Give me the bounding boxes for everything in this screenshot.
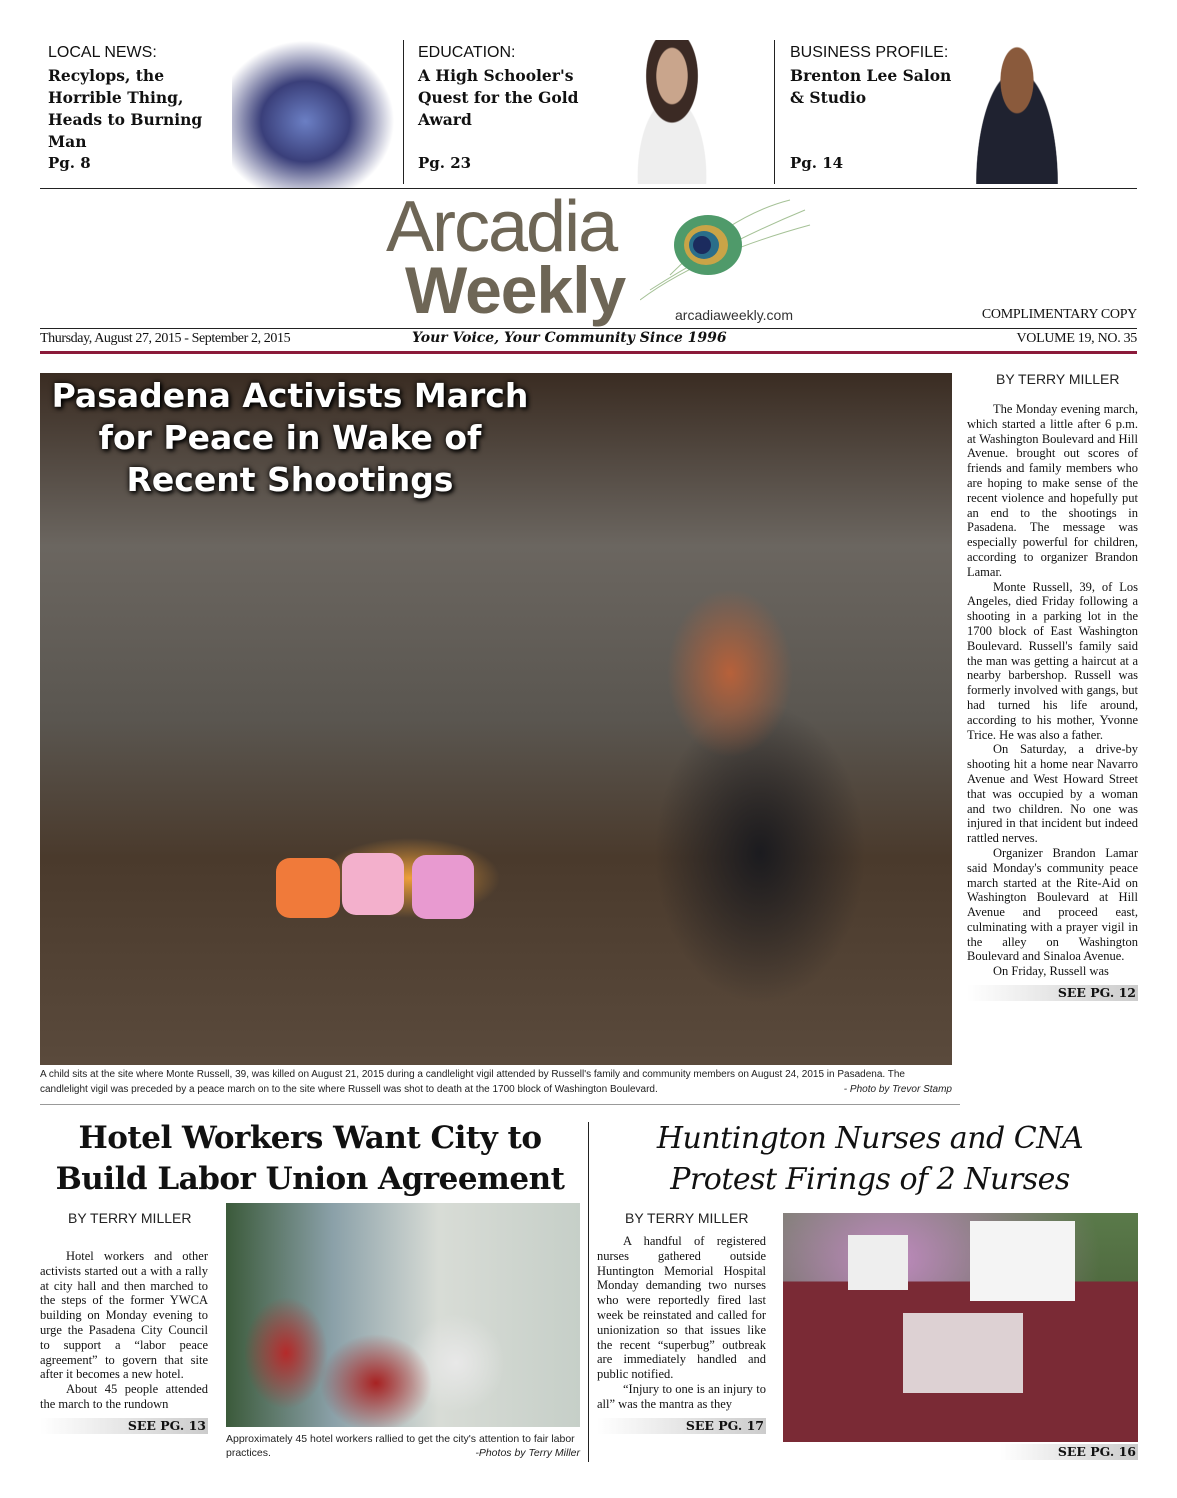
huntington-nurses-headline[interactable]: Huntington Nurses and CNA Protest Firings of 2 Nurses [656,1121,1084,1197]
teaser-page: Pg. 14 [790,154,844,172]
lead-story-column [967,402,1138,1001]
complimentary-copy: COMPLIMENTARY COPY [981,307,1137,322]
tagline: Your Voice, Your Community Since 1996 [412,330,727,346]
divider [403,40,404,184]
teaser-title: Recylops, the Horrible Thing, Heads to Burning Man [48,66,203,151]
logo-weekly: Weekly [405,253,626,327]
divider [40,328,1137,329]
paragraph: On Saturday, a drive-by shooting hit a home near Navarro Avenue and West Howard Street that was occupied by a woman and two children. No one was injured in that incident but indeed rattled nerves. [967,742,1138,846]
photo-credit: - Photo by Trevor Stamp [843,1084,952,1095]
teaser-page: Pg. 23 [418,154,472,172]
story3-byline: BY TERRY MILLER [625,1210,749,1226]
hotel-workers-photo [226,1203,580,1427]
teaser-label: LOCAL NEWS: [48,44,157,61]
peacock-feather-icon [640,195,815,305]
protest-sign [848,1235,908,1290]
story2-byline: BY TERRY MILLER [68,1210,192,1226]
recylops-photo [232,40,395,188]
see-page-link[interactable]: SEE PG. 12 [967,985,1138,1001]
paragraph: “Injury to one is an injury to all” was the mantra as they [597,1381,766,1411]
lead-story-body [967,402,1138,979]
student-photo [612,40,732,184]
story2-body [40,1249,208,1412]
candle-icon [342,853,404,915]
caption-text: Approximately 45 hotel workers rallied to get the city's attention to fair labor practices. [226,1433,575,1459]
logo-arcadia: Arcadia [386,187,617,267]
teaser-business-profile[interactable] [790,44,960,172]
divider [40,1104,960,1105]
accent-rule [40,351,1137,354]
paragraph: On Friday, Russell was [993,964,1109,979]
see-page-link[interactable]: SEE PG. 16 [1000,1444,1138,1460]
lead-byline: BY TERRY MILLER [996,371,1120,387]
brenton-lee-photo [965,40,1069,184]
photo-credit: -Photos by Terry Miller [475,1447,580,1459]
protest-sign [970,1221,1075,1301]
volume-number: VOLUME 19, NO. 35 [1016,331,1137,346]
caption-text: A child sits at the site where Monte Russell, 39, was killed on August 21, 2015 during a candlelight vigil attended by Russell's family and community members on August 24, 2015 in Pasadena. The candlelight vigil was preceded by a peace march on to the site where Russell was shot to death at the 1700 block of Washington Boulevard. [40,1069,905,1095]
divider [774,40,775,184]
website-link[interactable]: arcadiaweekly.com [675,307,794,323]
see-page-link[interactable]: SEE PG. 13 [40,1418,208,1434]
paragraph: A handful of registered nurses gathered outside Huntington Memorial Hospital Monday demanding two nurses who were reportedly fired last week be reinstated and called for unionization so that issues like the recent “superbug” outbreak are immediately handled and public notified. [597,1234,766,1382]
teaser-education[interactable] [418,44,598,172]
hotel-workers-headline[interactable]: Hotel Workers Want City to Build Labor Union Agreement [55,1120,565,1197]
candle-icon [412,855,474,919]
lead-photo-caption [40,1067,952,1097]
paragraph: About 45 people attended the march to the rundown [40,1382,208,1411]
paragraph: Hotel workers and other activists started out a with a rally at city hall and then marched to the steps of the former YWCA building on Monday evening to urge the Pasadena City Council to support a “labor peace agreement” to govern that site after it becomes a new hotel. [40,1249,208,1382]
story2-caption [226,1432,580,1460]
teaser-title: Brenton Lee Salon & Studio [790,66,952,107]
story3-column [597,1234,766,1434]
lead-headline[interactable]: Pasadena Activists March for Peace in Wake of Recent Shootings [51,376,529,499]
issue-date: Thursday, August 27, 2015 - September 2, 2015 [40,331,291,346]
banner [903,1313,1023,1393]
divider [588,1122,589,1462]
see-page-link[interactable]: SEE PG. 17 [597,1418,766,1434]
paragraph: Monte Russell, 39, of Los Angeles, died Friday following a shooting in a parking lot in the 1700 block of East Washington Boulevard. Russell's family said the man was getting a haircut at a nearby barbershop. Russell was formerly involved with gangs, but had turned his life around, according to his mother, Yvonne Trice. He was also a father. [967,579,1138,742]
teaser-page: Pg. 8 [48,154,91,172]
vigil-photo [40,373,952,1065]
teaser-label: EDUCATION: [418,44,516,61]
candle-icon [276,858,340,918]
teaser-label: BUSINESS PROFILE: [790,44,949,61]
nurses-protest-photo [783,1213,1138,1442]
teaser-title: A High Schooler's Quest for the Gold Award [418,66,579,129]
paragraph: Organizer Brandon Lamar said Monday's community peace march started at the Rite-Aid on Washington Boulevard at Hill Avenue and proceed east, culminating with a prayer vigil in the alley on Washington Boulevard and Sinaloa Avenue. [967,845,1138,964]
teaser-local-news[interactable] [48,44,238,172]
paragraph: The Monday evening march, which started a little after 6 p.m. at Washington Boulevard and Hill Avenue. brought out scores of friends and family members who are hoping to make sense of the recent violence and hopefully put an end to the shootings in Pasadena. The message was especially powerful for children, according to organizer Brandon Lamar. [967,402,1138,579]
story2-column [40,1249,208,1434]
story3-body [597,1234,766,1412]
